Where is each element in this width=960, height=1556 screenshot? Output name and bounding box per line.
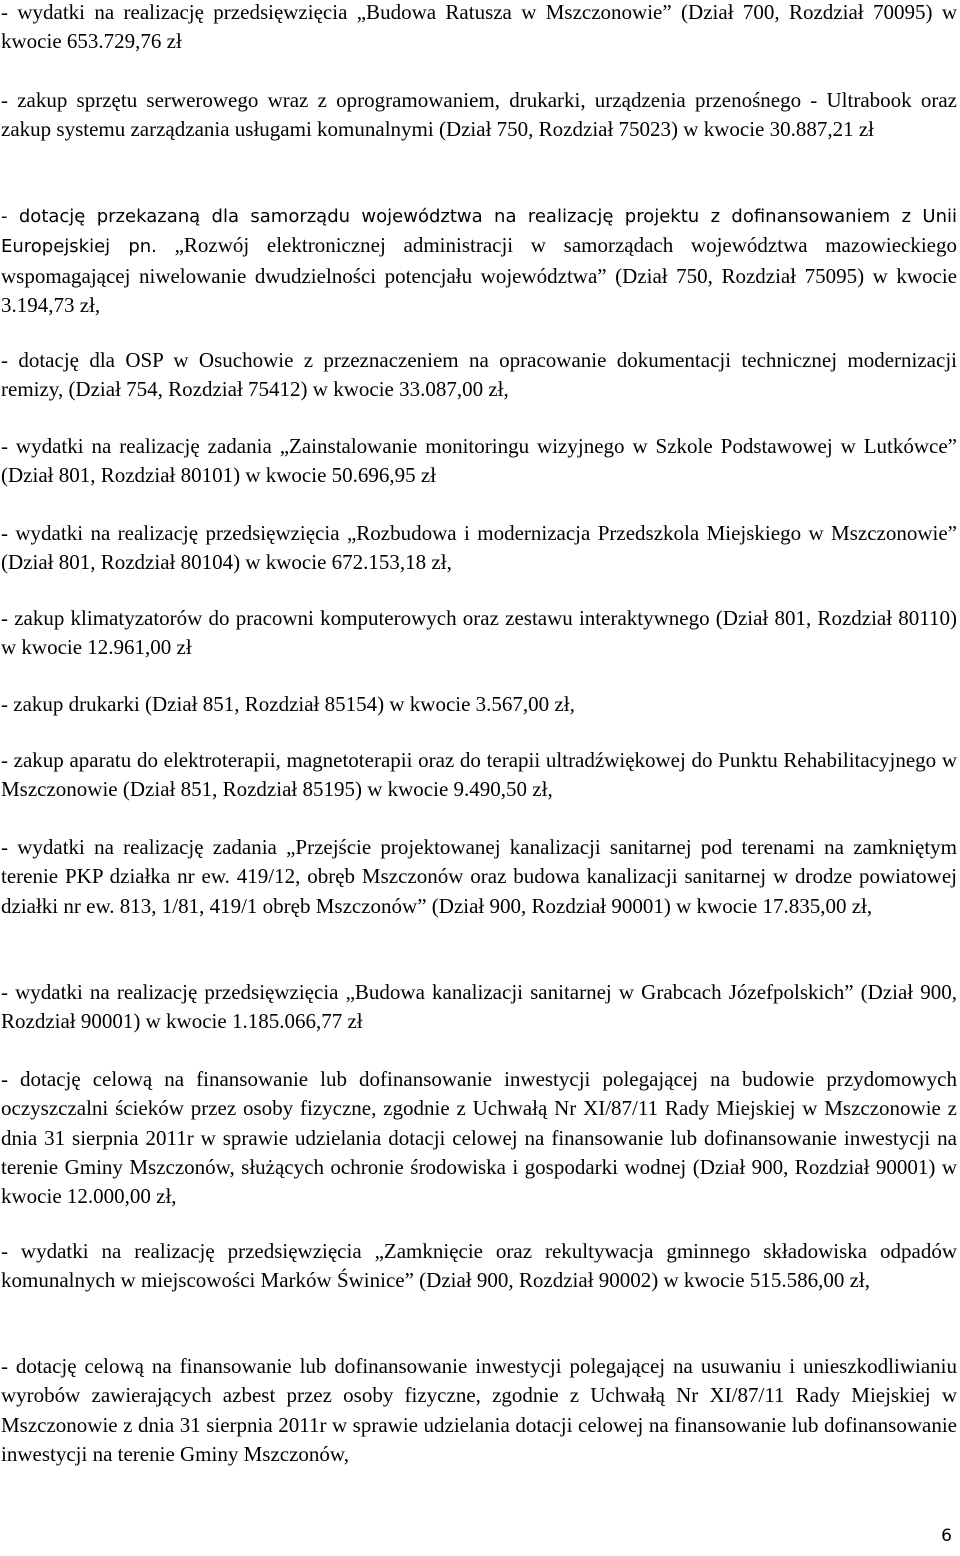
list-item-kanalizacja-grabce: - wydatki na realizację przedsięwzięcia „Budowa kanalizacji sanitarnej w Grabcach Józefpolskich” (Dział 900, Rozdział 90001) w kwocie 1.185.066,77 zł (1, 980, 957, 1034)
list-item-przedszkole: - wydatki na realizację przedsięwzięcia „Rozbudowa i modernizacja Przedszkola Miejskiego w Mszczonowie” (Dział 801, Rozdział 80104) w kwocie 672.153,18 zł, (1, 521, 957, 575)
list-item-monitoring: - wydatki na realizację zadania „Zainstalowanie monitoringu wizyjnego w Szkole Podstawowej w Lutkówce” (Dział 801, Rozdział 80101) w kwocie 50.696,95 zł (1, 434, 957, 488)
list-item-skladowisko: - wydatki na realizację przedsięwzięcia „Zamknięcie oraz rekultywacja gminnego składowiska odpadów komunalnych w miejscowości Marków Świnice” (Dział 900, Rozdział 90002) w kwocie 515.586,00 zł, (1, 1239, 957, 1293)
list-item-dotacja-wojewodztwo-serif: „Rozwój elektronicznej administracji w samorządach województwa mazowieckiego wspomagającej niwelowanie dwudzielności potencjału województwa” (Dział 750, Rozdział 75095) w kwocie 3.194,73 zł, (1, 233, 957, 317)
list-item-drukarka: - zakup drukarki (Dział 851, Rozdział 85154) w kwocie 3.567,00 zł, (1, 692, 575, 716)
list-item-azbest: - dotację celową na finansowanie lub dofinansowanie inwestycji polegającej na usuwaniu i unieszkodliwianiu wyrobów zawierających azbest przez osoby fizyczne, zgodnie z Uchwałą Nr XI/87/11 Rady Miejskiej w Mszczonowie z dnia 31 sierpnia 2011r w sprawie udzielania dotacji celowej na finansowanie lub dofinansowanie inwestycji na terenie Gminy Mszczonów, (1, 1354, 957, 1466)
list-item-ratusz: - wydatki na realizację przedsięwzięcia „Budowa Ratusza w Mszczonowie” (Dział 700, Rozdział 70095) w kwocie 653.729,76 zł (1, 0, 957, 54)
page-number: 6 (941, 1526, 952, 1546)
list-item-oczyszczalnie: - dotację celową na finansowanie lub dofinansowanie inwestycji polegającej na budowie przydomowych oczyszczalni ścieków przez osoby fizyczne, zgodnie z Uchwałą Nr XI/87/11 Rady Miejskiej w Mszczonowie z dnia 31 sierpnia 2011r w sprawie udzielania dotacji celowej na finansowanie lub dofinansowanie inwestycji na terenie Gminy Mszczonów, służących ochronie środowiska i gospodarki wodnej (Dział 900, Rozdział 90001) w kwocie 12.000,00 zł, (1, 1067, 957, 1209)
list-item-serwer: - zakup sprzętu serwerowego wraz z oprogramowaniem, drukarki, urządzenia przenośnego - Ultrabook oraz zakup systemu zarządzania usługami komunalnymi (Dział 750, Rozdział 75023) w kwocie 30.887,21 zł (1, 88, 957, 142)
list-item-klimatyzatory: - zakup klimatyzatorów do pracowni komputerowych oraz zestawu interaktywnego (Dział 801, Rozdział 80110) w kwocie 12.961,00 zł (1, 606, 957, 660)
list-item-osp: - dotację dla OSP w Osuchowie z przeznaczeniem na opracowanie dokumentacji technicznej modernizacji remizy, (Dział 754, Rozdział 75412) w kwocie 33.087,00 zł, (1, 348, 957, 402)
list-item-dotacja-wojewodztwo (1, 201, 957, 320)
list-item-kanalizacja-pkp: - wydatki na realizację zadania „Przejście projektowanej kanalizacji sanitarnej pod terenami na zamkniętym terenie PKP działka nr ew. 419/12, obręb Mszczonów oraz budowa kanalizacji sanitarnej w drodze powiatowej działki nr ew. 813, 1/81, 419/1 obręb Mszczonów” (Dział 900, Rozdział 90001) w kwocie 17.835,00 zł, (1, 835, 957, 918)
list-item-dotacja-wojewodztwo-sans: - dotację przekazaną dla samorządu województwa na realizację projektu z dofinansowaniem z Unii Europejskiej pn. (1, 206, 957, 258)
list-item-aparat: - zakup aparatu do elektroterapii, magnetoterapii oraz do terapii ultradźwiękowej do Punktu Rehabilitacyjnego w Mszczonowie (Dział 851, Rozdział 85195) w kwocie 9.490,50 zł, (1, 748, 957, 802)
